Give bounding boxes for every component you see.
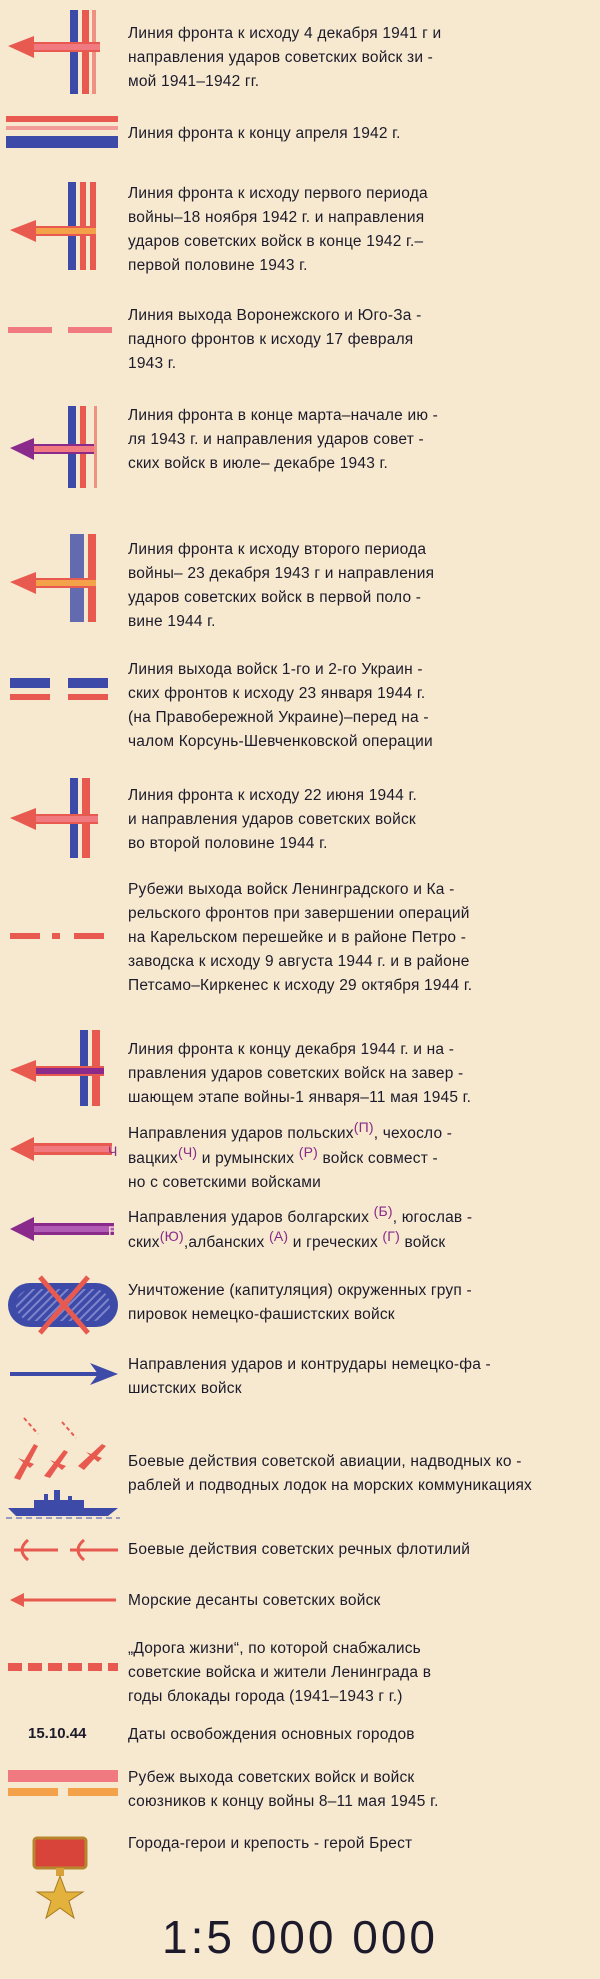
legend-item-leningrad-karelia xyxy=(0,870,600,1020)
front-line-arrow-icon xyxy=(4,178,122,274)
balkan-arrow-icon xyxy=(4,1209,122,1249)
legend-text: Линия выхода войск 1-го и 2-го Украин - ских фронтов к исходу 23 января 1944 г. (на Правобережной Украине)–перед на - чалом Корсунь-Шевченковской операции xyxy=(128,661,433,750)
legend-text: Уничтожение (капитуляция) окруженных груп - пировок немецко-фашистских войск xyxy=(128,1282,472,1323)
gold-star-medal-icon xyxy=(20,1836,100,1920)
dashed-line-icon xyxy=(4,320,122,340)
encirclement-icon xyxy=(4,1275,122,1335)
legend-text: Боевые действия советской авиации, надводных ко - раблей и подводных лодок на морских коммуникациях xyxy=(128,1453,533,1494)
map-scale: 1:5 000 000 xyxy=(161,1911,438,1963)
front-line-arrow-icon xyxy=(4,530,122,626)
balkan-letter-label: Б xyxy=(108,1223,118,1239)
legend-text: Линия фронта к исходу 4 декабря 1941 г и направления ударов советских войск зи - мой 1941–1942 гг. xyxy=(128,25,442,90)
text-part: ,албанских xyxy=(183,1234,269,1251)
legend-item-front-apr-1942 xyxy=(0,100,600,160)
tag-czech: (Ч) xyxy=(177,1144,198,1160)
landing-arrow-icon xyxy=(4,1585,122,1615)
date-example: 15.10.44 xyxy=(28,1725,87,1742)
legend-text: Линия фронта к исходу второго периода войны– 23 декабря 1943 г и направления ударов советских войск в первой поло - вине 1944 г. xyxy=(128,541,435,630)
german-arrow-icon xyxy=(4,1359,122,1389)
legend-item-encirclement xyxy=(0,1265,600,1345)
tag-albanian: (А) xyxy=(268,1228,289,1244)
legend-text: Линия фронта к исходу первого периода войны–18 ноября 1942 г. и направления ударов советских войск в конце 1942 г.– первой половине 1943 г. xyxy=(128,185,428,274)
legend-text: Направления ударов и контрудары немецко-фа - шистских войск xyxy=(128,1356,491,1397)
legend-text: Боевые действия советских речных флотилий xyxy=(128,1541,471,1558)
text-part: войск xyxy=(399,1234,446,1251)
front-line-icon xyxy=(4,114,122,154)
aircraft-icon xyxy=(44,1450,68,1478)
road-of-life-icon xyxy=(4,1657,122,1677)
tag-polish: (П) xyxy=(353,1119,374,1135)
text-part: и румынских xyxy=(197,1150,299,1167)
text-part: , чехосло - вацких xyxy=(128,1125,453,1167)
legend-text: „Дорога жизни“, по которой снабжались советские войска и жители Ленинграда в годы блокады города (1941–1943 г г.) xyxy=(128,1640,432,1705)
legend-item-allied-strikes xyxy=(0,1115,600,1195)
legend-text: Линия фронта в конце марта–начале ию - ля 1943 г. и направления ударов совет - ских войск в июле– декабре 1943 г. xyxy=(128,407,439,472)
allied-arrow-icon xyxy=(4,1129,122,1169)
aircraft-icon xyxy=(14,1444,38,1480)
front-line-arrow-icon xyxy=(4,1026,122,1110)
legend-item-voronezh-line xyxy=(0,280,600,380)
river-flotilla-icon xyxy=(4,1535,122,1565)
text-part: и греческих xyxy=(288,1234,383,1251)
final-line-icon xyxy=(4,1766,122,1810)
legend-item-road-of-life xyxy=(0,1625,600,1710)
legend-item-liberation-dates xyxy=(0,1715,600,1755)
legend-item-front-mar-1943 xyxy=(0,380,600,500)
tag-greek: (Г) xyxy=(382,1228,400,1244)
legend-item-front-jun-1944 xyxy=(0,770,600,870)
text-part: Направления ударов польских xyxy=(128,1125,354,1142)
dashed-line-icon xyxy=(4,672,122,716)
legend-item-river-flotillas xyxy=(0,1525,600,1575)
tag-yugoslav: (Ю) xyxy=(159,1228,184,1244)
front-line-arrow-icon xyxy=(4,402,122,492)
legend-item-final-line xyxy=(0,1760,600,1820)
legend-text: Линия фронта к исходу 22 июня 1944 г. и направления ударов советских войск во второй половине 1944 г. xyxy=(128,787,417,852)
warship-icon xyxy=(8,1490,118,1516)
tag-romanian: (Р) xyxy=(298,1144,318,1160)
legend-text: Рубежи выхода войск Ленинградского и Ка - рельского фронтов при завершении операций на Карельском перешейке и в районе Петро - заводска к исходу 9 августа 1944 г. и в районе Петсамо–Киркенес к исходу 29 октября 1944 г. xyxy=(128,881,473,994)
legend-text xyxy=(128,1121,592,1195)
legend-item-front-nov-1942 xyxy=(0,160,600,280)
text-part: , югослав - ских xyxy=(128,1209,473,1251)
legend-text: Линия фронта к концу апреля 1942 г. xyxy=(128,125,401,142)
legend-item-german-strikes xyxy=(0,1345,600,1410)
front-line-arrow-icon xyxy=(4,6,122,96)
legend-text xyxy=(128,1205,592,1255)
aircraft-icon xyxy=(78,1444,106,1470)
legend-text: Города-герои и крепость - герой Брест xyxy=(128,1835,413,1852)
legend-item-ukrainian-fronts xyxy=(0,650,600,760)
legend-item-front-dec-1944 xyxy=(0,1020,600,1120)
legend-text: Линия выхода Воронежского и Юго-За - падного фронтов к исходу 17 февраля 1943 г. xyxy=(128,307,422,372)
dash-dot-line-icon xyxy=(4,928,122,944)
legend-text: Рубеж выхода советских войск и войск союзников к концу войны 8–11 мая 1945 г. xyxy=(128,1769,439,1810)
tag-bulgarian: (Б) xyxy=(373,1203,393,1219)
allied-letter-label: Ч xyxy=(108,1143,118,1159)
legend-text: Даты освобождения основных городов xyxy=(128,1726,415,1743)
front-line-arrow-icon xyxy=(4,774,122,860)
legend-item-aviation-naval xyxy=(0,1410,600,1525)
legend-item-naval-landings xyxy=(0,1575,600,1625)
text-part: войск совмест - но с советскими войсками xyxy=(128,1150,438,1191)
legend-item-hero-cities xyxy=(0,1820,600,1910)
legend-item-front-dec-1941 xyxy=(0,0,600,100)
legend-item-front-dec-1943 xyxy=(0,510,600,640)
legend-text: Линия фронта к концу декабря 1944 г. и на - правления ударов советских войск на завер - шающем этапе войны-1 января–11 мая 1945 г. xyxy=(128,1041,472,1106)
aviation-fleet-icon xyxy=(4,1414,122,1524)
legend-item-balkan-strikes xyxy=(0,1195,600,1265)
legend-text: Морские десанты советских войск xyxy=(128,1592,381,1609)
text-part: Направления ударов болгарских xyxy=(128,1209,374,1226)
